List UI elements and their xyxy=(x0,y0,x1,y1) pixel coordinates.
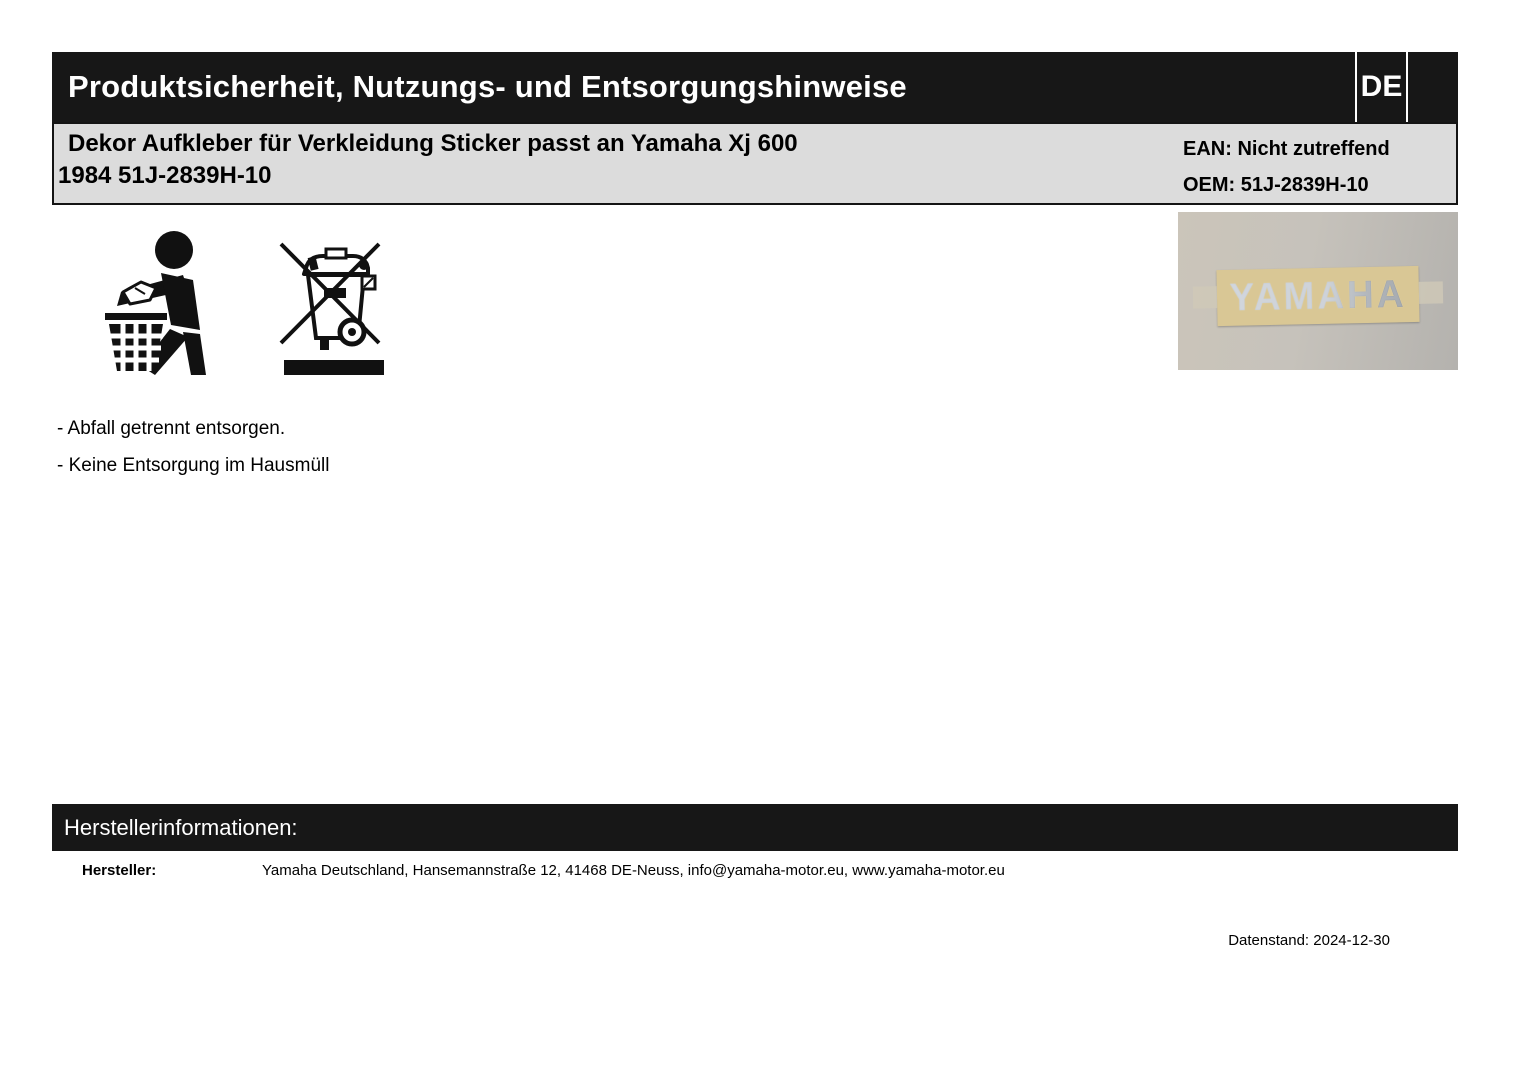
product-photo xyxy=(1178,212,1458,370)
manufacturer-value: Yamaha Deutschland, Hansemannstraße 12, 41468 DE-Neuss, info@yamaha-motor.eu, www.yamaha-motor.eu xyxy=(262,862,1005,879)
yamaha-sticker xyxy=(1216,266,1419,326)
language-badge: DE xyxy=(1355,52,1408,122)
product-codes xyxy=(1183,131,1390,203)
product-title-bar xyxy=(52,122,1458,205)
tidyman-icon xyxy=(95,228,217,375)
ean-line: EAN: Nicht zutreffend xyxy=(1183,138,1390,160)
oem-line: OEM: 51J-2839H-10 xyxy=(1183,174,1369,196)
product-title-line1: Dekor Aufkleber für Verkleidung Sticker passt an Yamaha Xj 600 xyxy=(68,130,798,157)
disposal-note: - Abfall getrennt entsorgen. xyxy=(57,418,286,439)
sticker-text: YAMAHA xyxy=(1229,272,1407,319)
weee-crossed-out-bin-icon xyxy=(278,230,390,375)
page-title: Produktsicherheit, Nutzungs- und Entsorgungshinweise xyxy=(68,69,907,104)
manufacturer-section-bar xyxy=(52,804,1458,851)
disposal-note: - Keine Entsorgung im Hausmüll xyxy=(57,455,330,476)
manufacturer-label: Hersteller: xyxy=(82,862,157,879)
manufacturer-heading: Herstellerinformationen: xyxy=(64,814,298,840)
disposal-notes xyxy=(57,410,329,484)
header-bar xyxy=(52,52,1458,122)
data-status: Datenstand: 2024-12-30 xyxy=(1228,932,1390,949)
product-title-line2: 1984 51J-2839H-10 xyxy=(58,162,272,189)
